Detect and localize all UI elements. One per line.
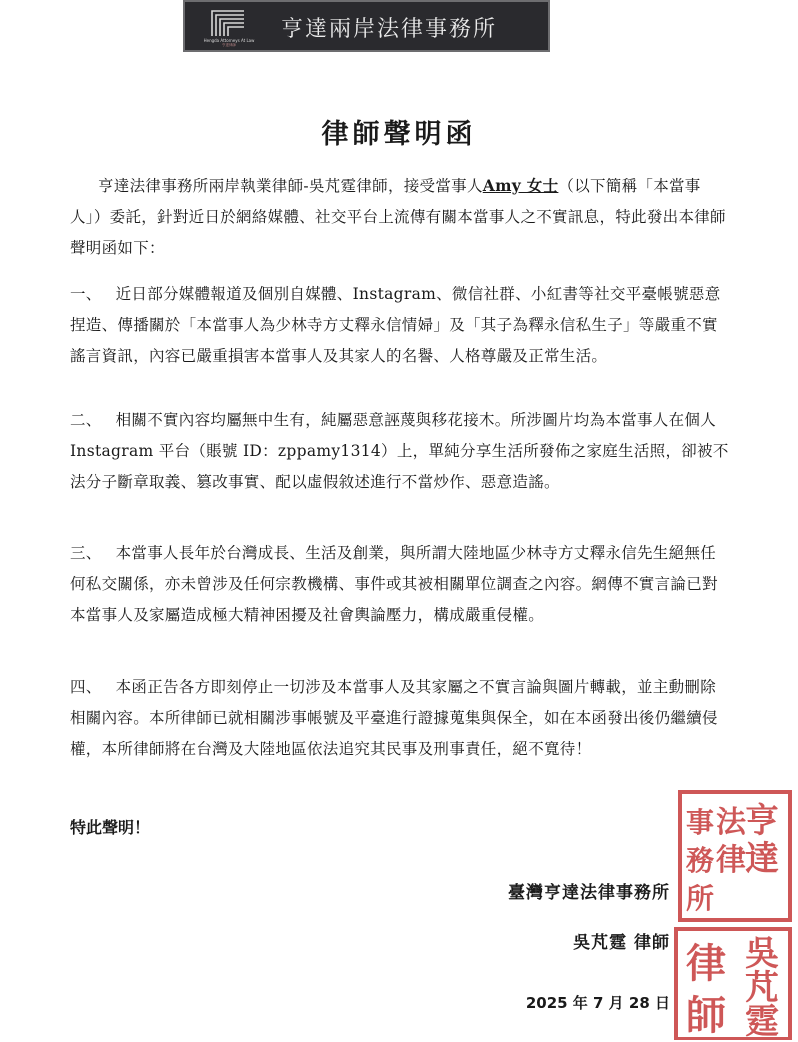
- seal-char: 師: [686, 992, 726, 1039]
- seal-char: 律: [686, 940, 726, 987]
- logo-chinese-text: 亨達律師: [222, 43, 236, 47]
- item-number: 三、: [70, 544, 102, 562]
- logo-english-text: Hengda Attorneys At Law: [203, 38, 255, 43]
- seal-char: 律: [716, 843, 746, 878]
- firm-logo: [199, 6, 259, 48]
- lawyer-seal-stamp: [672, 925, 794, 1040]
- item-number: 二、: [70, 411, 102, 429]
- seal-char: 霆: [745, 1002, 779, 1040]
- seal-char: 吳: [745, 934, 779, 974]
- seal-char: 達: [745, 839, 779, 879]
- letterhead-banner: [183, 0, 550, 52]
- seal-char: 法: [716, 805, 746, 840]
- logo-emblem-icon: [209, 8, 247, 38]
- item-number: 一、: [70, 285, 102, 303]
- signature-lawyer: 吳芃霆 律師: [573, 933, 670, 953]
- item-number: 四、: [70, 678, 102, 696]
- seal-char: 事: [685, 806, 715, 839]
- item-text: 近日部分媒體報道及個別自媒體、Instagram、微信社群、小紅書等社交平臺帳號惡意捏造、傳播關於「本當事人為少林寺方丈釋永信情婦」及「其子為釋永信私生子」等嚴重不實謠言資訊，內容已嚴重損害本當事人及其家人的名譽、人格尊嚴及正常生活。: [70, 285, 721, 365]
- statement-item-1: [70, 279, 730, 372]
- firm-seal-stamp: [676, 788, 794, 924]
- seal-char: 所: [685, 882, 715, 915]
- letterhead-firm-name: 亨達兩岸法律事務所: [281, 17, 498, 42]
- signature-firm: 臺灣亨達法律事務所: [508, 883, 670, 903]
- item-text: 本函正告各方即刻停止一切涉及本當事人及其家屬之不實言論與圖片轉載，並主動刪除相關內容。本所律師已就相關涉事帳號及平臺進行證據蒐集與保全，如在本函發出後仍繼續侵權，本所律師將在台灣及大陸地區依法追究其民事及刑事責任，絕不寬待！: [70, 678, 718, 758]
- intro-paragraph: [70, 170, 730, 264]
- statement-item-2: [70, 405, 730, 498]
- seal-char: 芃: [745, 968, 779, 1008]
- intro-text-after: （以下簡稱「本當事人」）委託，針對近日於網絡媒體、社交平台上流傳有關本當事人之不實訊息，特此發出本律師聲明函如下：: [70, 177, 726, 257]
- seal-char: 亨: [745, 801, 779, 841]
- intro-text-before: 亨達法律事務所兩岸執業律師-吳芃霆律師，接受當事人: [98, 177, 483, 195]
- seal-char: 務: [685, 844, 715, 877]
- statement-item-4: [70, 672, 730, 765]
- client-name: Amy 女士: [482, 176, 559, 195]
- item-text: 本當事人長年於台灣成長、生活及創業，與所謂大陸地區少林寺方丈釋永信先生絕無任何私交關係，亦未曾涉及任何宗教機構、事件或其被相關單位調查之內容。網傳不實言論已對本當事人及家屬造成極大精神困擾及社會輿論壓力，構成嚴重侵權。: [70, 544, 718, 624]
- signature-date: 2025 年 7 月 28 日: [525, 994, 670, 1012]
- statement-item-3: [70, 538, 730, 631]
- document-title: 律師聲明函: [321, 119, 477, 150]
- closing-statement: 特此聲明！: [70, 818, 151, 837]
- item-text: 相關不實內容均屬無中生有，純屬惡意誣蔑與移花接木。所涉圖片均為本當事人在個人 Instagram 平台（賬號 ID：zppamy1314）上，單純分享生活所發佈之家庭生活照，卻被不法分子斷章取義、篡改事實、配以虛假敘述進行不當炒作、惡意造謠。: [70, 411, 729, 491]
